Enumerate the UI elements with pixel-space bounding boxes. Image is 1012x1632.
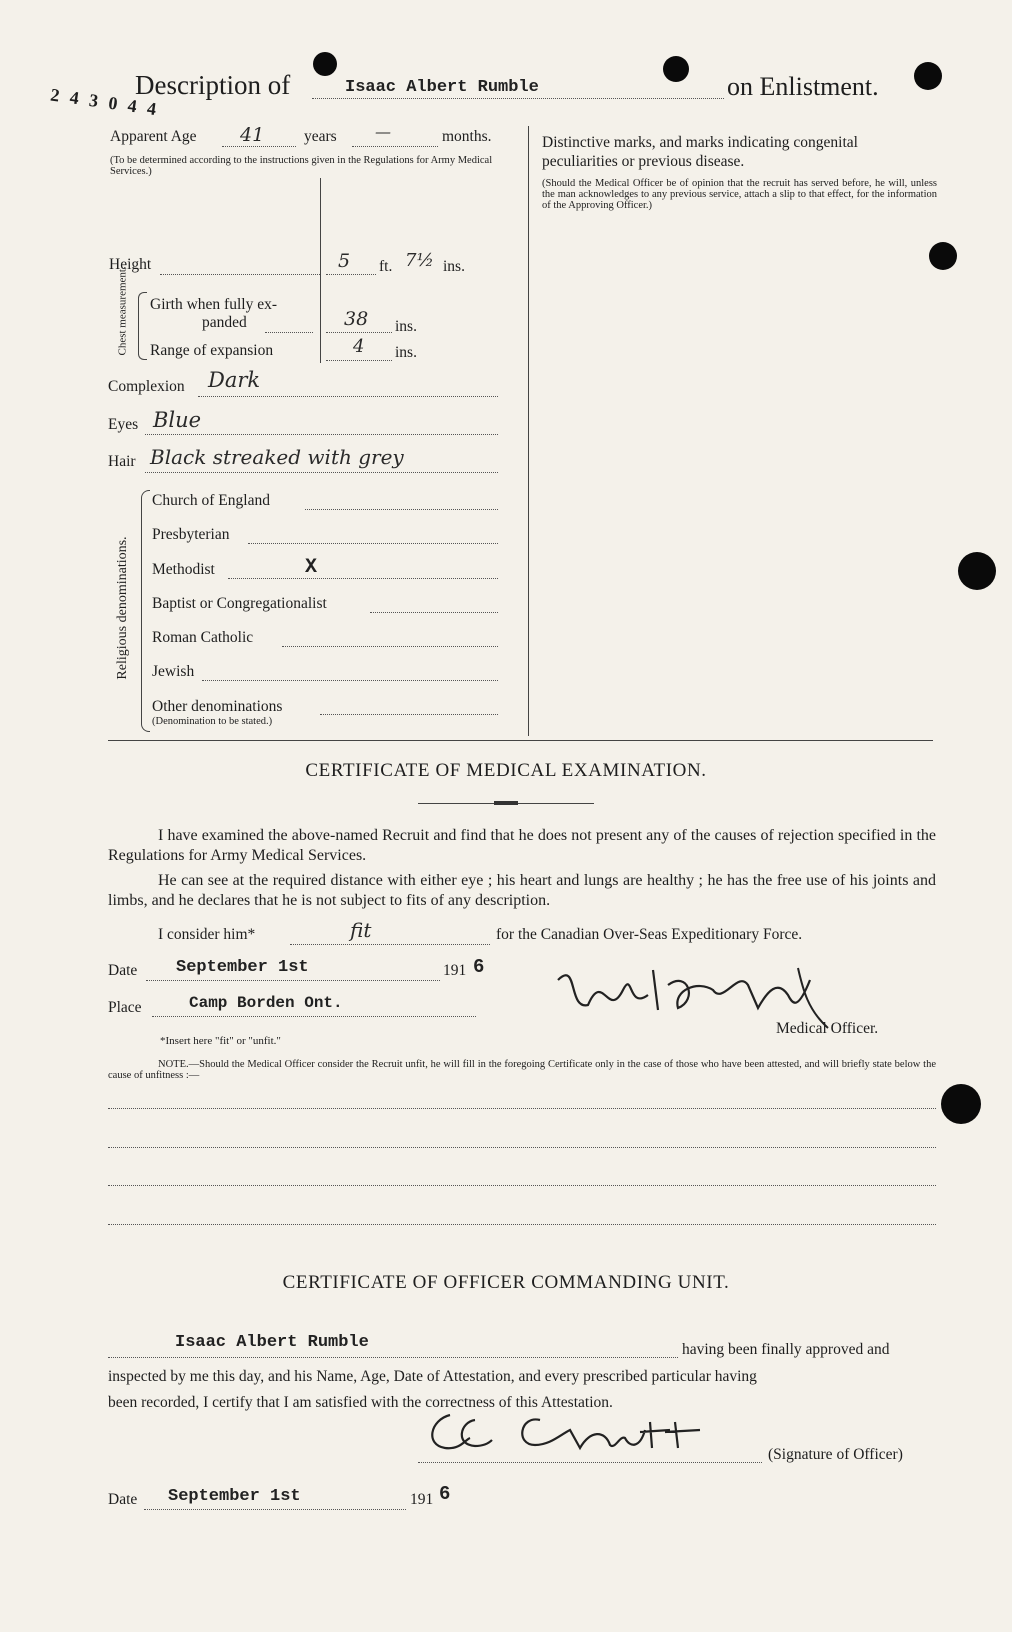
punch-hole	[914, 62, 942, 90]
girth-line	[265, 332, 313, 333]
height-in-value: 7½	[405, 250, 434, 271]
months-value: —	[375, 122, 391, 141]
medical-officer-signature	[548, 950, 838, 1030]
medical-date-value: September 1st	[176, 958, 309, 977]
girth-label-1: Girth when fully ex-	[150, 296, 277, 313]
medical-place-label: Place	[108, 999, 142, 1016]
religion-church-of-england: Church of England	[152, 492, 270, 509]
medical-date-line	[146, 980, 440, 981]
commanding-year-prefix: 191	[410, 1491, 434, 1508]
title-prefix: Description of	[135, 70, 291, 100]
signature-line	[418, 1462, 762, 1463]
religion-line	[282, 646, 498, 647]
commanding-text-2: inspected by me this day, and his Name, Age, Date of Attestation, and every prescribed particular having	[108, 1368, 757, 1385]
girth-ins-label: ins.	[395, 318, 417, 335]
eyes-label: Eyes	[108, 416, 139, 433]
religion-line	[370, 612, 498, 613]
medical-place-value: Camp Borden Ont.	[189, 994, 343, 1012]
religion-line	[202, 680, 498, 681]
ft-label: ft.	[379, 258, 393, 275]
height-line	[160, 274, 320, 275]
punch-hole	[941, 1084, 981, 1124]
eyes-value: Blue	[153, 408, 202, 432]
range-label: Range of expansion	[150, 342, 274, 359]
commanding-text-1: having been finally approved and	[682, 1341, 890, 1358]
unfit-line	[108, 1108, 936, 1109]
hair-label: Hair	[108, 453, 136, 470]
chest-bracket	[138, 292, 147, 360]
religion-presbyterian: Presbyterian	[152, 526, 230, 543]
religion-line	[248, 543, 498, 544]
medical-para-2: He can see at the required distance with either eye ; his heart and lungs are healthy ; he has the free use of his joints and limbs, and he declares that he is not subject to fits of any description.	[108, 872, 936, 909]
range-value: 4	[353, 336, 365, 357]
medical-officer-label: Medical Officer.	[776, 1020, 879, 1037]
medical-year-digit: 6	[473, 956, 485, 978]
consider-value: fit	[350, 918, 372, 942]
force-label: for the Canadian Over-Seas Expeditionary Force.	[496, 926, 803, 943]
heading-ornament-center	[494, 801, 518, 805]
consider-line	[290, 944, 490, 945]
punch-hole	[958, 552, 996, 590]
unfit-line	[108, 1224, 936, 1225]
recruit-name: Isaac Albert Rumble	[345, 78, 539, 97]
signature-label: (Signature of Officer)	[768, 1446, 903, 1463]
section-rule	[108, 740, 933, 741]
column-divider	[320, 178, 321, 363]
age-line	[222, 146, 296, 147]
name-line	[312, 98, 724, 99]
medical-date-label: Date	[108, 962, 138, 979]
girth-value-line	[326, 332, 392, 333]
commanding-date-value: September 1st	[168, 1487, 301, 1506]
medical-para-1: I have examined the above-named Recruit and find that he does not present any of the causes of rejection specified in the Regulations for Army Medical Services.	[108, 827, 936, 864]
consider-label: I consider him*	[158, 926, 256, 943]
distinctive-marks-note: (Should the Medical Officer be of opinion that the recruit has served before, he will, unless the man acknowledges to any previous service, attach a slip to that effect, for the information of the Approving Officer.)	[542, 178, 937, 211]
years-label-text: years	[304, 128, 337, 145]
commanding-year-digit: 6	[439, 1483, 451, 1505]
insert-note: *Insert here "fit" or "unfit."	[160, 1035, 281, 1047]
commanding-date-label: Date	[108, 1491, 138, 1508]
religion-roman-catholic: Roman Catholic	[152, 629, 254, 646]
medical-year-prefix: 191	[443, 962, 467, 979]
months-line	[352, 146, 438, 147]
religion-baptist: Baptist or Congregationalist	[152, 595, 327, 612]
religion-line	[305, 509, 498, 510]
girth-label-2: panded	[202, 314, 247, 331]
distinctive-marks-text: Distinctive marks, and marks indicating congenital peculiarities or previous disease.	[542, 134, 858, 170]
title-suffix: on Enlistment.	[727, 72, 879, 101]
commanding-name-line	[108, 1357, 678, 1358]
religion-line	[320, 714, 498, 715]
religion-other-note: (Denomination to be stated.)	[152, 716, 273, 727]
unfit-line	[108, 1147, 936, 1148]
complexion-label: Complexion	[108, 378, 185, 395]
months-label: months.	[442, 128, 492, 145]
height-label: Height	[109, 256, 152, 273]
height-ft-value: 5	[338, 250, 351, 272]
religion-methodist-mark: X	[305, 556, 318, 579]
religion-methodist: Methodist	[152, 561, 215, 578]
religion-other: Other denominations	[152, 698, 283, 715]
hair-line	[145, 472, 498, 473]
regimental-number: 2 4 3 0 4 4	[49, 84, 161, 120]
range-ins-label: ins.	[395, 344, 417, 361]
complexion-value: Dark	[208, 368, 261, 392]
unfit-note: NOTE.—Should the Medical Officer consider the Recruit unfit, he will fill in the foregoing Certificate only in the case of those who have been attested, and will briefly state below the cause of unfitness :—	[108, 1059, 936, 1081]
medical-heading: CERTIFICATE OF MEDICAL EXAMINATION.	[305, 760, 707, 781]
column-divider	[528, 126, 529, 736]
hair-value: Black streaked with grey	[150, 445, 404, 469]
medical-place-line	[152, 1016, 476, 1017]
commanding-date-line	[144, 1509, 406, 1510]
religion-side-label: Religious denominations.	[115, 536, 130, 680]
unfit-line	[108, 1185, 936, 1186]
religion-bracket	[141, 490, 150, 732]
commanding-officer-signature	[420, 1400, 740, 1460]
eyes-line	[145, 434, 498, 435]
range-line	[326, 360, 392, 361]
ins-label: ins.	[443, 258, 465, 275]
religion-line	[228, 578, 498, 579]
punch-hole	[929, 242, 957, 270]
chest-side-label: Chest measurement.	[116, 266, 129, 356]
commanding-recruit-name: Isaac Albert Rumble	[175, 1333, 369, 1352]
age-value: 41	[240, 124, 265, 146]
religion-jewish: Jewish	[152, 663, 195, 680]
complexion-line	[198, 396, 498, 397]
punch-hole	[313, 52, 337, 76]
age-note: (To be determined according to the instructions given in the Regulations for Army Medical Services.)	[110, 155, 493, 177]
commanding-heading: CERTIFICATE OF OFFICER COMMANDING UNIT.	[282, 1272, 730, 1293]
punch-hole	[663, 56, 689, 82]
age-label: Apparent Age	[110, 128, 197, 145]
height-ft-line	[326, 274, 376, 275]
commanding-text-3: been recorded, I certify that I am satisfied with the correctness of this Attestation.	[108, 1394, 613, 1411]
girth-value: 38	[344, 308, 369, 330]
